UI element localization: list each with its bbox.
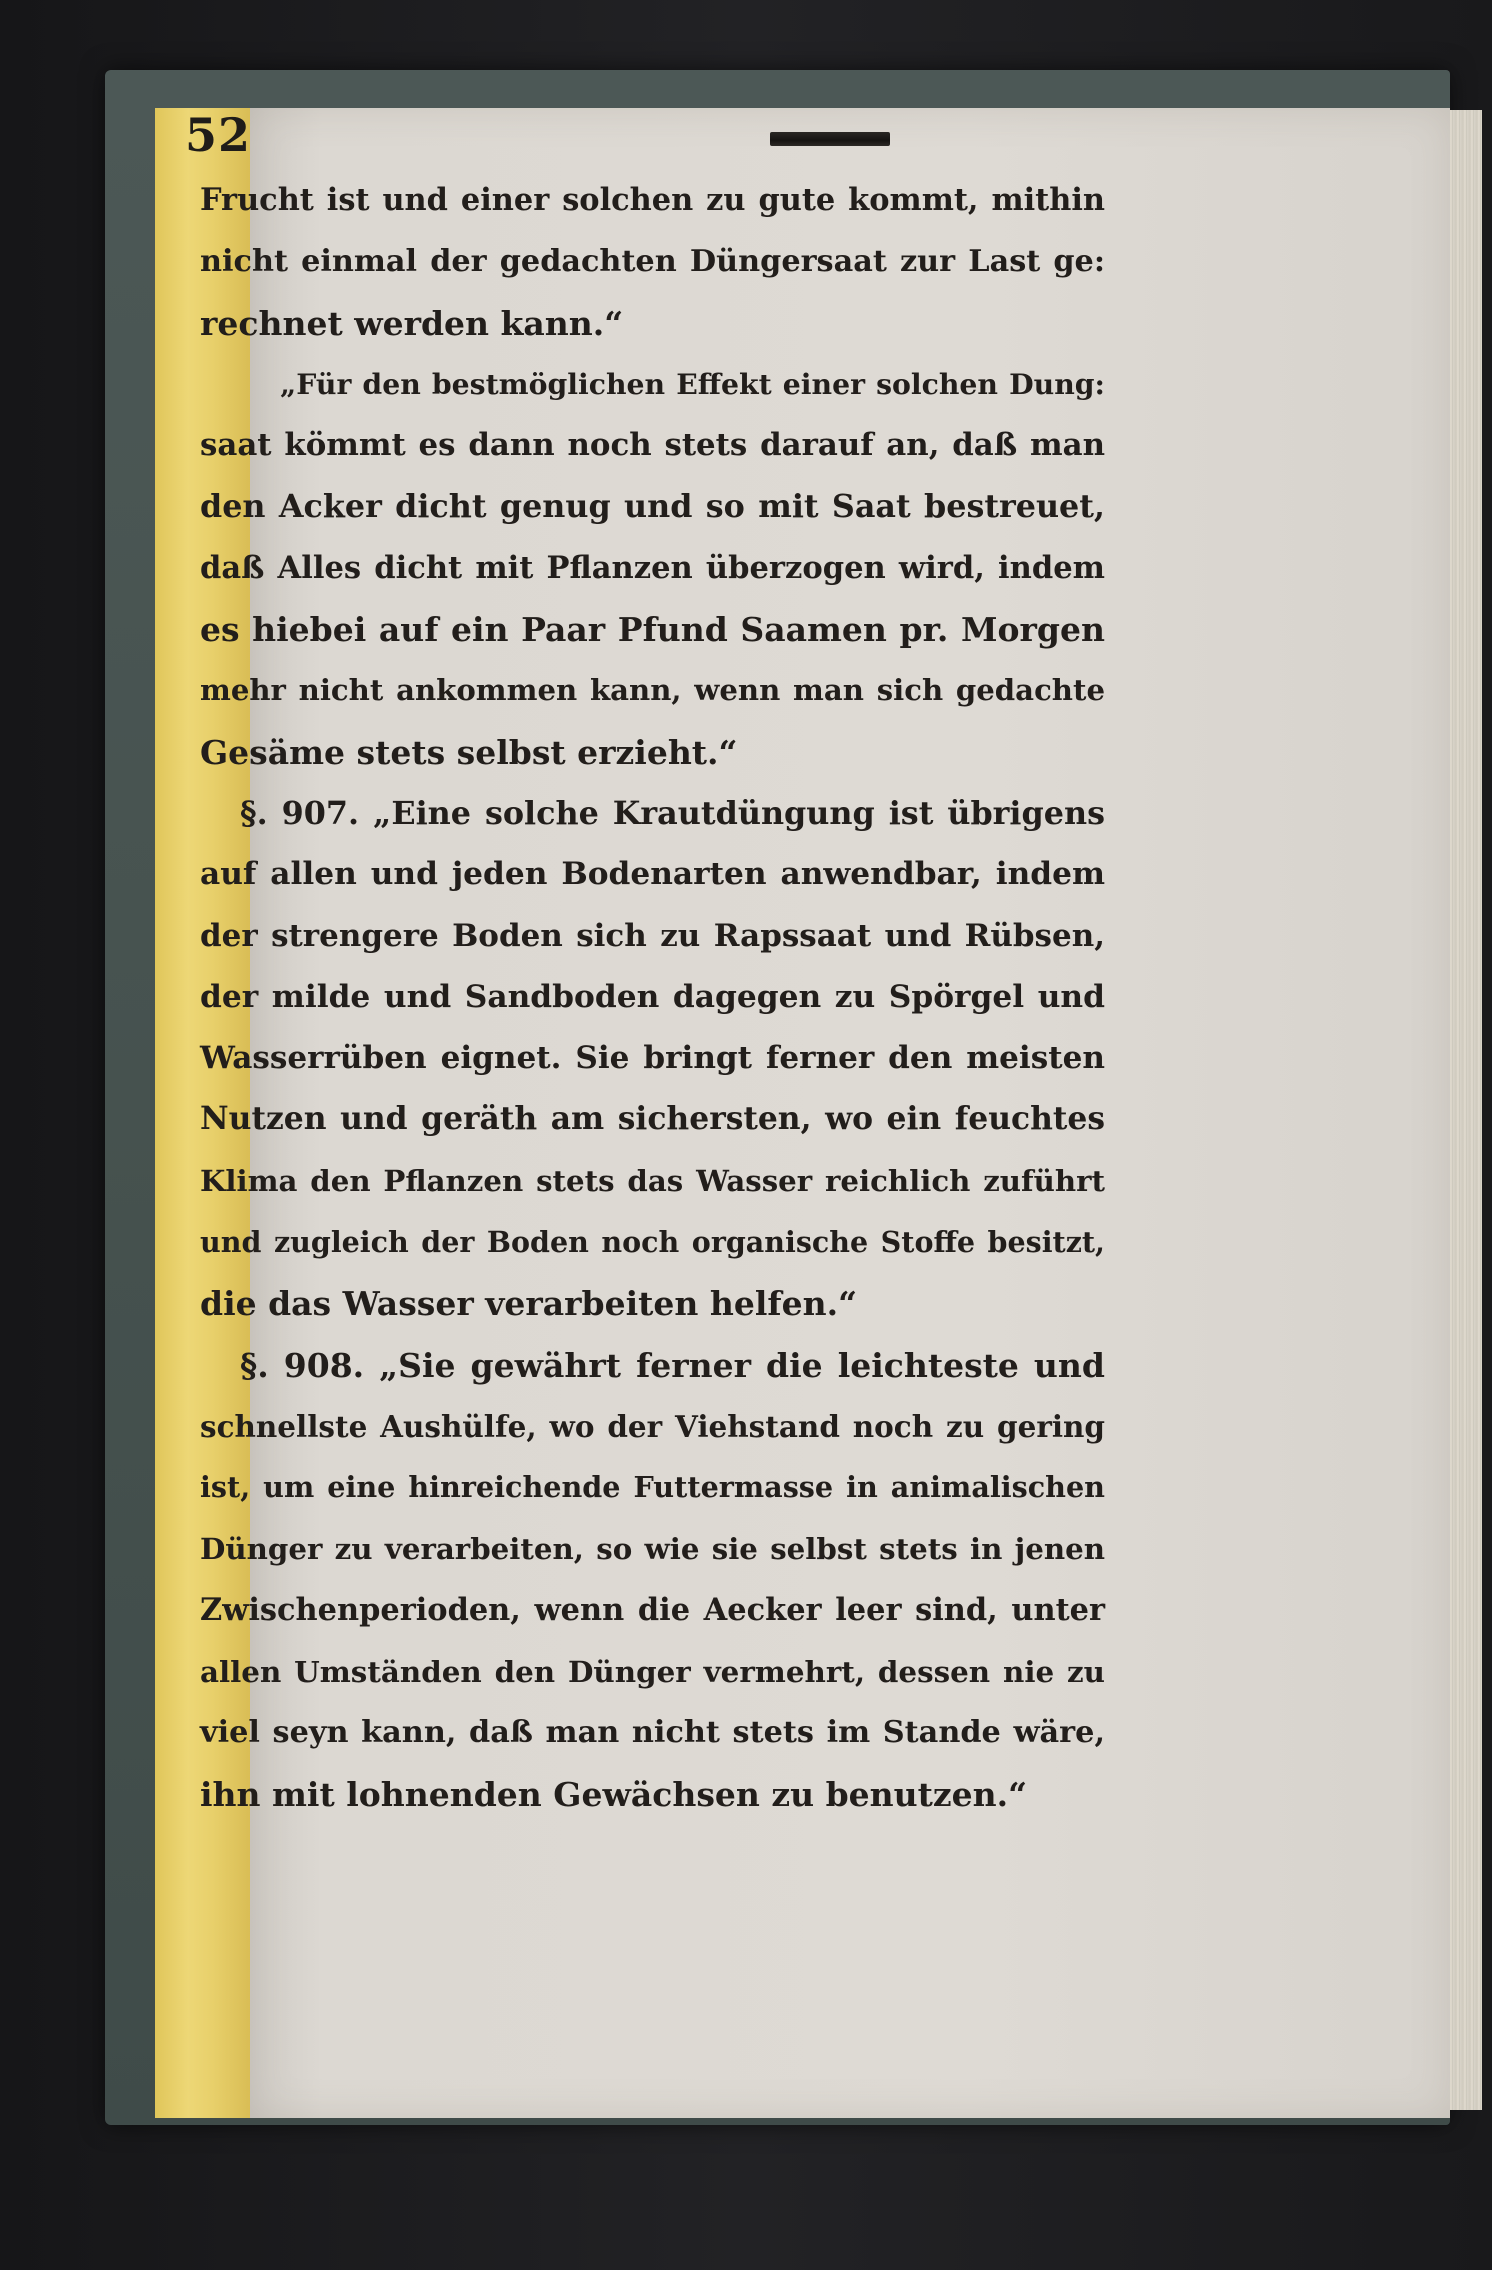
text-line: „Für den bestmöglichen Effekt einer solchen Dung: — [280, 366, 1105, 401]
text-line: auf allen und jeden Bodenarten anwendbar, indem — [200, 856, 1105, 893]
page-number: 52 — [185, 108, 252, 162]
text-line: die das Wasser verarbeiten helfen.“ — [200, 1284, 858, 1324]
text-line: es hiebei auf ein Paar Pfund Saamen pr. Morgen — [200, 610, 1105, 650]
text-line: viel seyn kann, daß man nicht stets im Stande wäre, — [200, 1715, 1105, 1751]
text-line: Frucht ist und einer solchen zu gute kommt, mithin — [200, 182, 1105, 218]
text-line: daß Alles dicht mit Pflanzen überzogen wird, indem — [200, 549, 1105, 586]
text-line: ist, um eine hinreichende Futtermasse in animalischen — [200, 1470, 1105, 1505]
text-line: Nutzen und geräth am sichersten, wo ein feuchtes — [200, 1101, 1105, 1138]
text-line: der strengere Boden sich zu Rapssaat und Rübsen, — [200, 917, 1105, 954]
text-line: allen Umständen den Dünger vermehrt, dessen nie zu — [200, 1654, 1105, 1690]
text-line: mehr nicht ankommen kann, wenn man sich gedachte — [200, 673, 1105, 708]
text-line: Zwischenperioden, wenn die Aecker leer sind, unter — [200, 1591, 1105, 1628]
text-line: nicht einmal der gedachten Düngersaat zur Last ge: — [200, 244, 1105, 280]
text-line: den Acker dicht genug und so mit Saat bestreuet, — [200, 488, 1105, 526]
text-line: §. 908. „Sie gewährt ferner die leichteste und — [240, 1345, 1105, 1385]
text-line: schnellste Aushülfe, wo der Viehstand noch zu gering — [200, 1408, 1105, 1444]
text-line: §. 907. „Eine solche Krautdüngung ist übrigens — [240, 793, 1105, 832]
text-line: Klima den Pflanzen stets das Wasser reichlich zuführt — [200, 1163, 1105, 1198]
body-text — [200, 170, 1105, 1825]
text-line: und zugleich der Boden noch organische Stoffe besitzt, — [200, 1225, 1105, 1260]
text-line: saat kömmt es dann noch stets darauf an, daß man — [200, 427, 1105, 464]
page-header — [185, 108, 985, 168]
text-line: Dünger zu verarbeiten, so wie sie selbst stets in jenen — [200, 1531, 1105, 1566]
header-ornament — [770, 132, 890, 146]
text-line: Gesäme stets selbst erzieht.“ — [200, 732, 738, 772]
text-line: der milde und Sandboden dagegen zu Spörgel und — [200, 978, 1105, 1015]
text-line: Wasserrüben eignet. Sie bringt ferner den meisten — [200, 1040, 1105, 1077]
text-line: rechnet werden kann.“ — [200, 303, 624, 343]
text-line: ihn mit lohnenden Gewächsen zu benutzen.“ — [200, 1774, 1028, 1814]
